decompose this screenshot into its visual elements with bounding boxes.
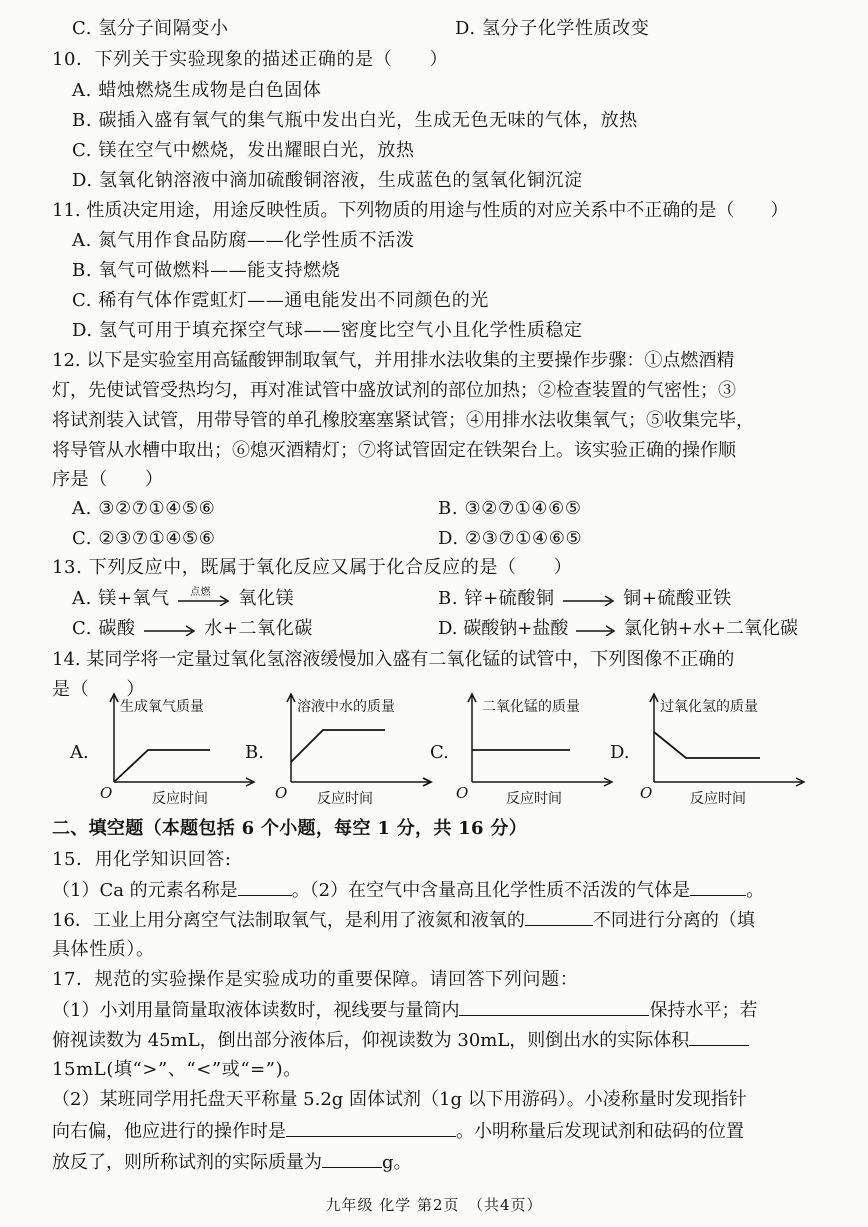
q14-stem-line2: 是（ ）: [52, 679, 145, 700]
q16-part1-text: 16．工业上用分离空气法制取氧气，是利用了液氮和液氧的: [52, 910, 525, 931]
q17-s2-line2: [52, 1120, 744, 1143]
graph-b-curve: [291, 730, 385, 762]
q17-s1-line1: [52, 999, 757, 1022]
q13-a-reactants: A. 镁+氧气: [72, 588, 170, 609]
page-footer: 九年级 化学 第2页 （共4页）: [325, 1196, 543, 1214]
graph-d-xlabel: 反应时间: [690, 791, 746, 807]
graph-a-xlabel: 反应时间: [152, 791, 208, 807]
q17-s2-part1: 向右偏，他应进行的操作时是: [52, 1121, 286, 1142]
q17-s1-part1: （1）小刘用量筒量取液体读数时，视线要与量筒内: [52, 1000, 460, 1021]
q17-s1-line2: [52, 1029, 749, 1052]
q13-d-product: 氯化钠+水+二氧化碳: [623, 618, 798, 639]
q15-blank-1[interactable]: [238, 879, 292, 896]
q13-option-a: [72, 588, 294, 610]
q10-option-a: A. 蜡烛燃烧生成物是白色固体: [72, 80, 322, 101]
graph-c-origin: O: [456, 784, 469, 802]
graph-d-label: D.: [610, 742, 630, 763]
q13-option-b: [438, 588, 732, 610]
reaction-arrow-icon: [176, 587, 232, 606]
graph-a-ylabel: 生成氧气质量: [120, 699, 204, 715]
q17-s1-part2: 保持水平；若: [649, 1000, 758, 1021]
graph-c-ylabel: 二氧化锰的质量: [482, 699, 580, 715]
q17-s2-part3: 放反了，则所称试剂的实际质量为: [52, 1152, 322, 1173]
q17-s2-line1: （2）某班同学用托盘天平称量 5.2g 固体试剂（1g 以下用游码）。小凌称量时发现指针: [52, 1089, 747, 1110]
q13-c-reactants: C. 碳酸: [72, 618, 136, 639]
graph-a-label: A.: [70, 742, 89, 763]
graph-c-plot: [430, 690, 620, 790]
graph-d-origin: O: [640, 784, 653, 802]
q17-blank-4[interactable]: [322, 1151, 382, 1168]
graph-b-xlabel: 反应时间: [317, 791, 373, 807]
q10-stem: 10．下列关于实验现象的描述正确的是（ ）: [52, 49, 449, 70]
q17-blank-2[interactable]: [689, 1029, 749, 1046]
q11-stem: 11. 性质决定用途，用途反映性质。下列物质的用途与性质的对应关系中不正确的是（ ）: [52, 200, 789, 221]
q17-s2-part4: g。: [382, 1152, 412, 1173]
graph-d-curve: [654, 732, 760, 758]
q10-option-d: D. 氢氧化钠溶液中滴加硫酸铜溶液，生成蓝色的氢氧化铜沉淀: [72, 170, 583, 191]
q17-blank-3[interactable]: [286, 1120, 456, 1137]
q16-line2: 具体性质）。: [52, 939, 155, 960]
q15-stem: 15．用化学知识回答:: [52, 849, 232, 870]
graph-b-origin: O: [275, 784, 288, 802]
graph-c-xlabel: 反应时间: [506, 791, 562, 807]
q17-stem: 17．规范的实验操作是实验成功的重要保障。请回答下列问题：: [52, 969, 579, 990]
q16-line1: [52, 909, 755, 932]
q17-s2-line3: [52, 1151, 412, 1174]
graph-d: [610, 690, 810, 810]
graph-b-label: B.: [245, 742, 264, 763]
q13-option-d: [438, 618, 798, 640]
q15-end-text: 。: [746, 880, 765, 901]
q16-part2-text: 不同进行分离的（填: [592, 910, 755, 931]
q13-c-product: 水+二氧化碳: [204, 618, 313, 639]
q12-option-d: D. ②③⑦①④⑥⑤: [438, 528, 583, 549]
q17-s2-part2: 。小明称量后发现试剂和砝码的位置: [456, 1121, 744, 1142]
graph-d-plot: [610, 690, 810, 790]
section-title: 二、填空题（本题包括 6 个小题，每空 1 分，共 16 分）: [52, 818, 527, 839]
graph-b: [245, 690, 435, 810]
q12-stem-line2: 灯，先使试管受热均匀，再对准试管中盛放试剂的部位加热；②检查装置的气密性；③: [52, 380, 736, 401]
graph-b-ylabel: 溶液中水的质量: [297, 699, 395, 715]
q9-option-c: C. 氢分子间隔变小: [72, 18, 229, 39]
q10-option-c: C. 镁在空气中燃烧，发出耀眼白光，放热: [72, 140, 415, 161]
graph-c-label: C.: [430, 742, 449, 763]
q12-stem-line4: 将导管从水槽中取出；⑥熄灭酒精灯；⑦将试管固定在铁架台上。该实验正确的操作顺: [52, 440, 736, 461]
graph-a: [70, 690, 260, 810]
q12-stem-line5: 序是（ ）: [52, 469, 164, 490]
q13-a-product: 氧化镁: [238, 588, 295, 609]
q12-option-c: C. ②③⑦①④⑤⑥: [72, 528, 216, 549]
q13-b-product: 铜+硫酸亚铁: [623, 588, 732, 609]
q11-option-b: B. 氧气可做燃料——能支持燃烧: [72, 260, 341, 281]
q12-option-b: B. ③②⑦①④⑥⑤: [438, 498, 582, 519]
q13-a-condition: 点燃: [190, 587, 212, 598]
reaction-arrow-icon: [142, 622, 198, 636]
graph-d-ylabel: 过氧化氢的质量: [660, 699, 758, 715]
q11-option-c: C. 稀有气体作霓虹灯——通电能发出不同颜色的光: [72, 290, 489, 311]
reaction-arrow-icon: [561, 592, 617, 606]
q17-blank-1[interactable]: [459, 999, 649, 1016]
q9-option-d: D. 氢分子化学性质改变: [455, 18, 650, 39]
q16-blank[interactable]: [525, 909, 593, 926]
q13-option-c: [72, 618, 313, 640]
q12-option-a: A. ③②⑦①④⑤⑥: [72, 498, 216, 519]
q13-stem: 13. 下列反应中，既属于氧化反应又属于化合反应的是（ ）: [52, 557, 573, 578]
q11-option-a: A. 氮气用作食品防腐——化学性质不活泼: [72, 230, 415, 251]
q12-stem-line1: 12. 以下是实验室用高锰酸钾制取氧气，并用排水法收集的主要操作步骤：①点燃酒精: [52, 350, 735, 371]
graph-c: [430, 690, 620, 810]
q14-stem-line1: 14. 某同学将一定量过氧化氢溶液缓慢加入盛有二氧化锰的试管中，下列图像不正确的: [52, 649, 735, 670]
reaction-arrow-icon: [574, 622, 618, 636]
q13-d-reactants: D. 碳酸钠+盐酸: [438, 618, 569, 639]
q15-part1-text: （1）Ca 的元素名称是: [52, 880, 238, 901]
q15-body: [52, 879, 764, 902]
q12-stem-line3: 将试剂装入试管，用带导管的单孔橡胶塞塞紧试管；④用排水法收集氧气；⑤收集完毕，: [52, 410, 754, 431]
q10-option-b: B. 碳插入盛有氧气的集气瓶中发出白光，生成无色无味的气体，放热: [72, 110, 638, 131]
q17-s1-line2-text: 俯视读数为 45mL，倒出部分液体后，仰视读数为 30mL，则倒出水的实际体积: [52, 1030, 690, 1051]
q15-blank-2[interactable]: [690, 879, 746, 896]
graph-a-origin: O: [100, 784, 113, 802]
q15-part2-text: 。（2）在空气中含量高且化学性质不活泼的气体是: [291, 880, 691, 901]
graph-b-plot: [245, 690, 435, 790]
q13-b-reactants: B. 锌+硫酸铜: [438, 588, 555, 609]
q17-s1-line3: 15mL(填“>”、“<”或“=”)。: [52, 1059, 302, 1080]
q11-option-d: D. 氢气可用于填充探空气球——密度比空气小且化学性质稳定: [72, 320, 583, 341]
graph-a-plot: [70, 690, 260, 790]
graph-a-curve: [114, 750, 210, 782]
